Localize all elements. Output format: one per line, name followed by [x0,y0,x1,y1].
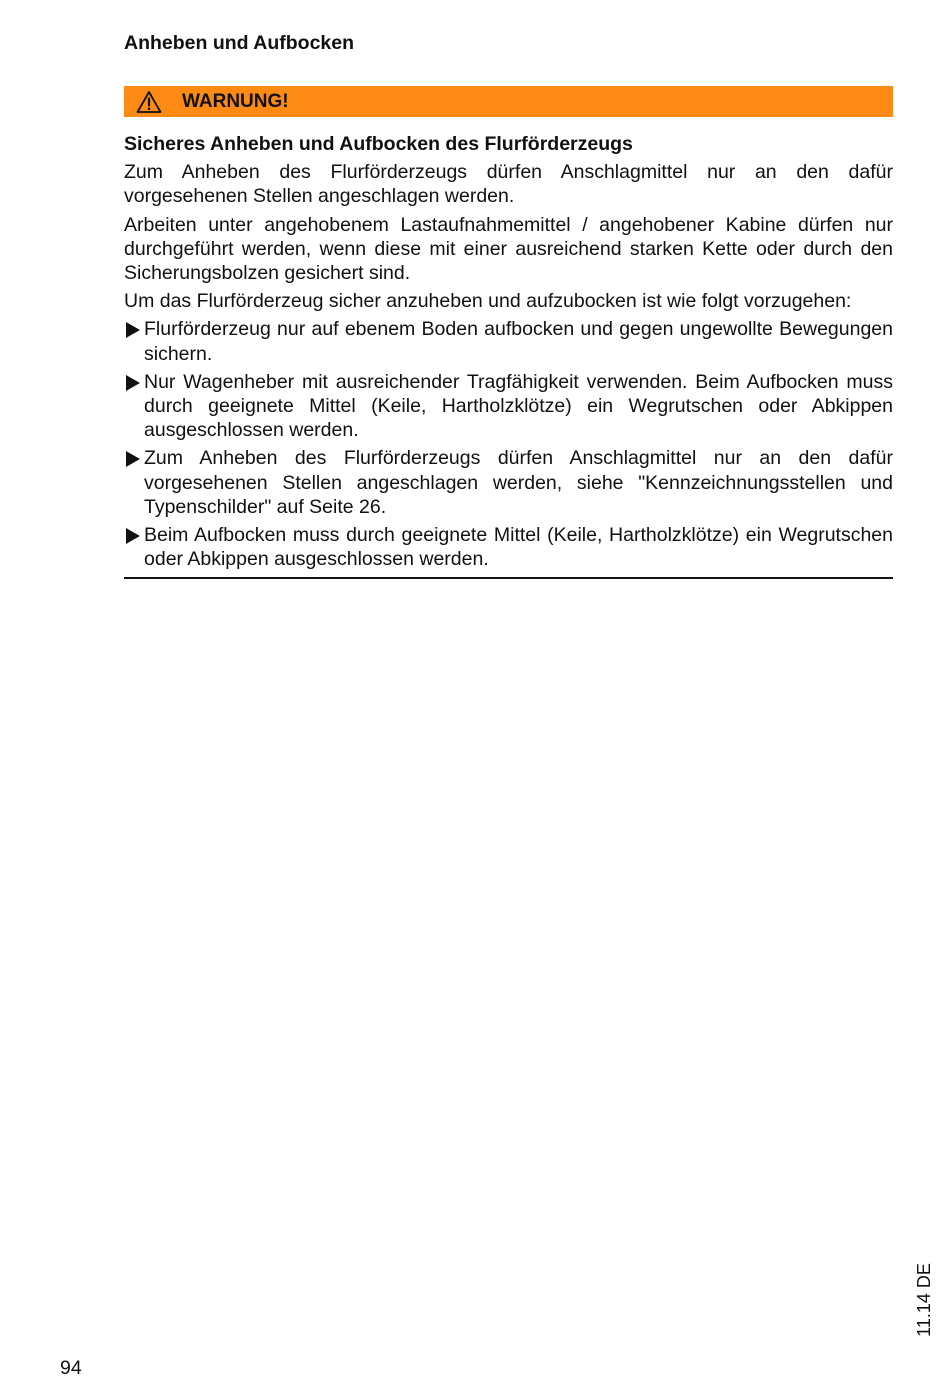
warning-end-divider [124,577,893,579]
paragraph: Um das Flurförderzeug sicher anzuheben und aufzubocken ist wie folgt vorzugehen: [124,290,852,313]
document-date-code: 11.14 DE [914,1263,934,1337]
triangle-bullet-icon [125,322,141,338]
step-text: Flurförderzeug nur auf ebenem Boden aufbocken und gegen ungewollte Bewegungen sichern. [144,318,893,365]
triangle-bullet-icon [125,528,141,544]
step-text: Zum Anheben des Flurförderzeugs dürfen Anschlagmittel nur an den dafür vorgesehenen Stellen angeschlagen werden, siehe "Kennzeichnungsstellen und Typenschilder" auf Seite 26. [144,447,893,518]
list-item [124,370,893,443]
warning-triangle-icon [136,90,162,114]
page-number: 94 [60,1357,82,1379]
warning-banner [124,86,893,117]
step-text: Beim Aufbocken muss durch geeignete Mittel (Keile, Hartholzklötze) ein Wegrutschen oder Abkippen ausgeschlossen werden. [144,524,893,571]
triangle-bullet-icon [125,451,141,467]
warning-subtitle: Sicheres Anheben und Aufbocken des Flurförderzeugs [124,133,633,155]
step-text: Nur Wagenheber mit ausreichender Tragfähigkeit verwenden. Beim Aufbocken muss durch geeignete Mittel (Keile, Hartholzklötze) ein Wegrutschen oder Abkippen ausgeschlossen werden. [144,370,893,442]
list-item [124,317,893,365]
list-item [124,446,893,519]
warning-label: WARNUNG! [182,90,289,112]
paragraph: Zum Anheben des Flurförderzeugs dürfen Anschlagmittel nur an den dafür vorgesehenen Stellen angeschlagen werden. [124,161,893,208]
section-title: Anheben und Aufbocken [124,32,355,54]
paragraph: Arbeiten unter angehobenem Lastaufnahmemittel / angehobener Kabine dürfen nur durchgeführt werden, wenn diese mit einer ausreichend starken Kette oder durch den Sicherungsbolzen gesichert sind. [124,213,893,285]
step-list [124,317,893,571]
triangle-bullet-icon [125,375,141,391]
list-item [124,523,893,571]
warning-content [124,132,893,575]
